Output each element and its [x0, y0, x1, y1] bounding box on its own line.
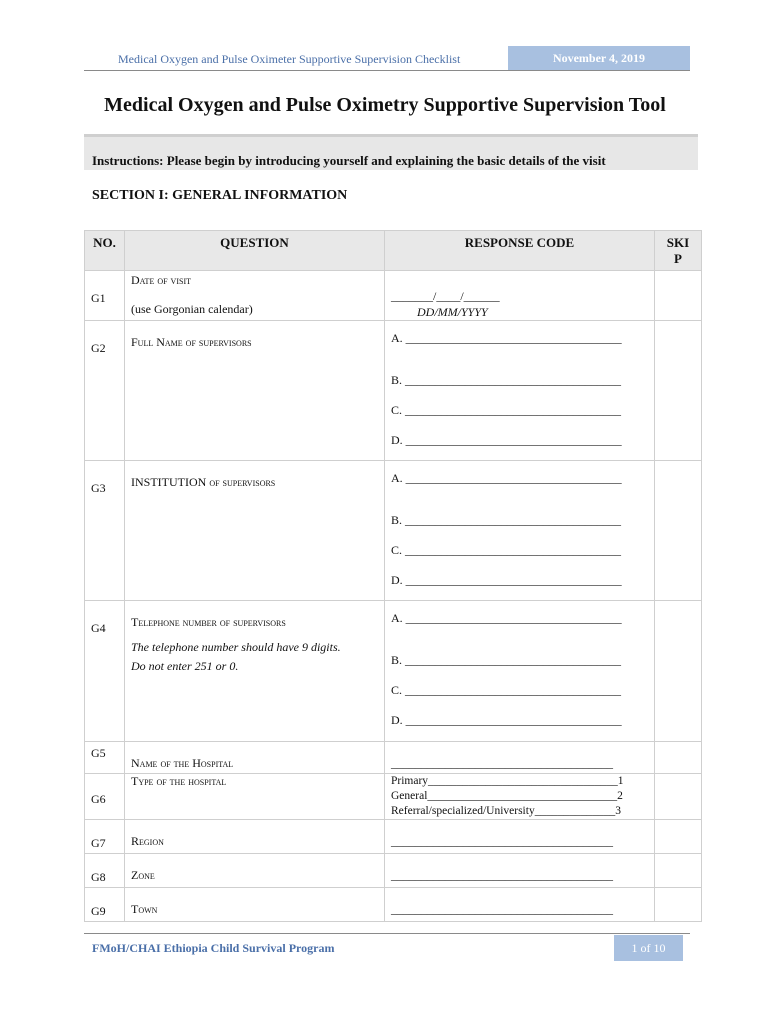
question-label: Type of the hospital	[131, 774, 227, 788]
footer-divider	[84, 933, 690, 934]
row-code: G6	[85, 774, 125, 820]
header-response-code: RESPONSE CODE	[385, 231, 655, 271]
table-row-g8	[85, 854, 702, 888]
page-header	[84, 46, 690, 71]
row-code: G4	[85, 601, 125, 742]
response-cell	[385, 601, 655, 742]
entry-line[interactable]: C. ____________________________________	[391, 683, 622, 697]
response-cell	[385, 742, 655, 774]
question-cell	[125, 461, 385, 601]
skip-cell	[655, 854, 702, 888]
question-cell	[125, 888, 385, 922]
row-code: G3	[85, 461, 125, 601]
question-cell	[125, 820, 385, 854]
row-code: G5	[85, 742, 125, 774]
skip-cell	[655, 820, 702, 854]
page-number-badge: 1 of 10	[614, 935, 683, 961]
table-row-g1	[85, 271, 702, 321]
entry-line[interactable]: B. ____________________________________	[391, 653, 622, 667]
entry-line[interactable]: B. ____________________________________	[391, 373, 622, 387]
entry-line[interactable]: B. ____________________________________	[391, 513, 622, 527]
skip-cell	[655, 601, 702, 742]
entry-line[interactable]: D. ____________________________________	[391, 433, 622, 447]
row-code: G1	[85, 271, 125, 321]
table-row-g9	[85, 888, 702, 922]
skip-cell	[655, 271, 702, 321]
row-code: G9	[85, 888, 125, 922]
question-cell	[125, 271, 385, 321]
instructions-banner: Instructions: Please begin by introducing yourself and explaining the basic details of the visit	[84, 134, 698, 170]
entry-line[interactable]: D. ____________________________________	[391, 573, 622, 587]
question-note: The telephone number should have 9 digits.	[131, 640, 341, 654]
entry-line[interactable]: _____________________________________	[391, 902, 613, 916]
footer-program-name: FMoH/CHAI Ethiopia Child Survival Program	[92, 941, 335, 955]
response-cell	[385, 888, 655, 922]
question-cell	[125, 774, 385, 820]
question-label: Full Name of supervisors	[131, 335, 252, 349]
response-cell	[385, 321, 655, 461]
question-cell	[125, 321, 385, 461]
question-cell	[125, 601, 385, 742]
hospital-type-option-referral[interactable]: Referral/specialized/University______________3	[391, 805, 621, 817]
document-title: Medical Oxygen and Pulse Oximetry Supportive Supervision Tool	[104, 94, 666, 116]
response-cell	[385, 820, 655, 854]
question-cell	[125, 854, 385, 888]
response-cell	[385, 271, 655, 321]
response-cell	[385, 774, 655, 820]
table-row-g4	[85, 601, 702, 742]
skip-cell	[655, 888, 702, 922]
skip-cell	[655, 321, 702, 461]
skip-cell	[655, 774, 702, 820]
question-label: Name of the Hospital	[131, 756, 234, 770]
row-code: G8	[85, 854, 125, 888]
table-row-g7	[85, 820, 702, 854]
question-note: Do not enter 251 or 0.	[131, 659, 239, 673]
skip-cell	[655, 461, 702, 601]
question-label: Zone	[131, 868, 155, 882]
entry-line[interactable]: A. ____________________________________	[391, 611, 622, 625]
header-date: November 4, 2019	[508, 46, 690, 70]
header-title: Medical Oxygen and Pulse Oximeter Supportive Supervision Checklist	[118, 52, 461, 66]
question-label: Region	[131, 834, 164, 848]
entry-line[interactable]: C. ____________________________________	[391, 403, 622, 417]
table-row-g3	[85, 461, 702, 601]
question-label: INSTITUTION of supervisors	[131, 475, 276, 489]
question-label: Town	[131, 902, 158, 916]
header-skip	[655, 231, 702, 271]
hospital-type-option-primary[interactable]: Primary_________________________________1	[391, 775, 624, 787]
date-entry-field[interactable]: _______/____/______	[391, 289, 500, 303]
response-cell	[385, 854, 655, 888]
table-row-g6	[85, 774, 702, 820]
question-cell	[125, 742, 385, 774]
question-note: (use Gorgonian calendar)	[131, 302, 253, 316]
question-label: Date of visit	[131, 273, 191, 287]
hospital-type-option-general[interactable]: General_________________________________2	[391, 790, 623, 802]
section-title: SECTION I: GENERAL INFORMATION	[92, 188, 348, 203]
header-question: QUESTION	[125, 231, 385, 271]
date-format-hint: DD/MM/YYYY	[417, 305, 488, 319]
table-header-row	[85, 231, 702, 271]
header-no: NO.	[85, 231, 125, 271]
entry-line[interactable]: A. ____________________________________	[391, 471, 622, 485]
general-information-table	[84, 230, 702, 922]
entry-line[interactable]: _____________________________________	[391, 868, 613, 882]
question-label: Telephone number of supervisors	[131, 615, 286, 629]
table-row-g5	[85, 742, 702, 774]
entry-line[interactable]: _____________________________________	[391, 834, 613, 848]
entry-line[interactable]: _____________________________________	[391, 756, 613, 770]
entry-line[interactable]: D. ____________________________________	[391, 713, 622, 727]
row-code: G2	[85, 321, 125, 461]
response-cell	[385, 461, 655, 601]
table-row-g2	[85, 321, 702, 461]
row-code: G7	[85, 820, 125, 854]
header-skip-part-1: SKI	[666, 235, 690, 250]
entry-line[interactable]: C. ____________________________________	[391, 543, 622, 557]
skip-cell	[655, 742, 702, 774]
entry-line[interactable]: A. ____________________________________	[391, 331, 622, 345]
header-skip-part-2: P	[674, 251, 682, 266]
